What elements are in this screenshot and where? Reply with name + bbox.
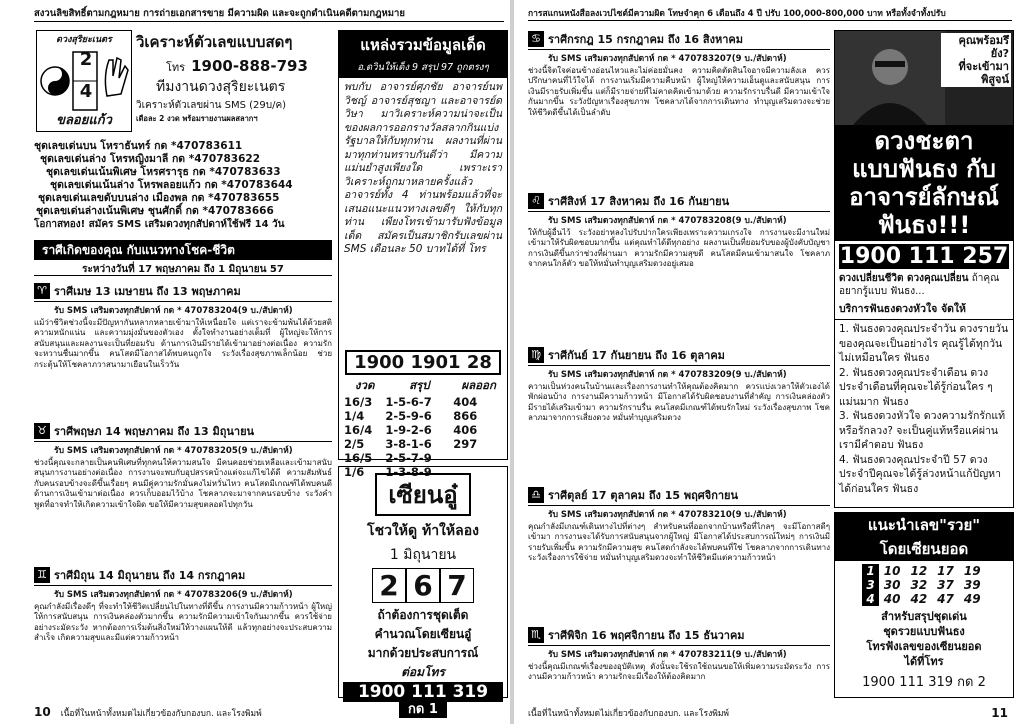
leo-icon: ♌ [528, 193, 544, 209]
table-cell: 16/4 [344, 423, 373, 437]
logo-number-top: 2 [79, 49, 93, 70]
table-cell: 39 [963, 578, 981, 592]
lucky-numbers-box [834, 512, 1014, 698]
sian-woo-ad [338, 466, 508, 717]
service-frequency: เดือละ 2 งวด พร้อมรายงานผลสลากฯ [136, 114, 258, 123]
service-phone[interactable]: 1900-888-793 [191, 57, 308, 75]
numbers-title-1: แนะนำเลข"รวย" [867, 516, 981, 534]
table-cell: 16/3 [344, 395, 373, 409]
sign-sms-code: รับ SMS เสริมดวงทุกสัปดาห์ กด * 470783211(9 บ./สัปดาห์) [548, 650, 787, 660]
table-cell: 47 [937, 592, 954, 606]
promo-items [835, 320, 1013, 498]
right-page [512, 0, 1024, 724]
sian-tagline: โชวให้ดู ท้าให้ลอง [367, 523, 479, 539]
digit-box: 2 [372, 568, 406, 603]
sign-title: ราศีตุลย์ 17 ตุลาคม ถึง 15 พฤศจิกายน [548, 489, 739, 502]
ad-phone[interactable]: 1900 1901 28 [345, 350, 501, 375]
service-team: ทีมงานดวงสุริยะเนตร [156, 79, 286, 95]
table-cell: 1-5-6-7 [385, 395, 432, 409]
sign-text: ให้กับผู้อื่นไว้ ระวังอย่าหลงไปรับปากใครเพียงเพราะความเกรงใจ การงานจะมีงานใหม่เข้ามาให้รับผิดชอบมากขึ้น แต่คุณทำได้ดีทุกอย่าง ผลงานเป็นที่ยอมรับของผู้บังคับบัญชา การเงินดีขึ้นกว่าช่วงที่ผ่านมา ความรักมีความสุขดี คนโสดมีคนเข้ามาสนใจ โชคลาภจากคนใกล้ตัว ขอให้หมั่นทำบุญเสริมดวงอยู่เสมอ [528, 228, 830, 269]
table-header: ผลออก [461, 378, 496, 392]
number-analysis-service [136, 30, 332, 132]
table-row [344, 451, 504, 465]
numbers-line-2: ชุดรวยแบบฟันธง [883, 625, 965, 638]
table-cell: 1-9-2-6 [385, 423, 432, 437]
sign-sms-code: รับ SMS เสริมดวงทุกสัปดาห์ กด * 470783210(9 บ./สัปดาห์) [548, 510, 787, 520]
table-row [344, 423, 504, 437]
table-cell [453, 451, 504, 465]
sian-line-3: มากด้วยประสบการณ์ [367, 646, 479, 660]
sms-promo: โอกาสทอง! สมัคร SMS เสริมดวงทุกสัปดาห์ใช้ฟรี 14 วัน [34, 219, 285, 230]
sign-title: ราศีกรกฎ 15 กรกฎาคม ถึง 16 สิงหาคม [548, 33, 743, 46]
sign-virgo [528, 346, 830, 478]
service-title: วิเคราะห์ตัวเลขแบบสดๆ [136, 33, 293, 51]
sign-cancer [528, 30, 830, 182]
footer-note: เนื้อที่ในหน้าทั้งหมดไม่เกี่ยวข้องกับกองบก. และโรงพิมพ์ [60, 709, 262, 719]
sign-text: ความเป็นห่วงคนในบ้านและเรื่องการงานทำให้คุณต้องคิดมาก ควรแบ่งเวลาให้ตัวเองได้พักผ่อนบ้าง การงานมีความก้าวหน้า มีโอกาสได้รับผิดชอบงานที่สำคัญ การเงินคล่องตัว มีรายได้เสริมเข้ามา ความรักราบรื่น คนโสดมีเกณฑ์ได้พบรักใหม่ ระวังเรื่องสุขภาพ โชคลาภมาจากการเสี่ยงดวง หมั่นทำบุญเสริมดวง [528, 382, 830, 423]
ad-subtitle: อ.ดวินให้เด็ง 9 สรุป 97 ถูกตรงๆ [339, 59, 507, 78]
promo-title-3: อาจารย์ลักษณ์ [849, 183, 999, 211]
sian-line-4: ต่อมโทร [401, 665, 445, 679]
ad-title: แหล่งรวมข้อมูลเด็ด [339, 31, 507, 59]
logo-bottom-text: ขลอยแก้ว [56, 113, 112, 128]
table-cell: 1-3-8-9 [385, 465, 432, 479]
numbers-line-1: สำหรับสรุปชุดเด่น [881, 610, 967, 623]
scan-warning-header: การสแกนหนังสือลงเวปไซต์มีความผิด โทษจำคุก 6 เดือนถึง 4 ปี ปรับ 100,000-800,000 บาท หรือทั้งจำทั้งปรับ [528, 6, 1012, 21]
table-cell: 4 [862, 592, 878, 606]
table-cell: 40 [883, 592, 901, 606]
table-cell: 17 [937, 564, 954, 578]
table-row [862, 564, 985, 578]
promo-lead [835, 272, 1013, 298]
sign-title: ราศีมิถุน 14 มิถุนายน ถึง 14 กรกฎาคม [54, 569, 246, 582]
promo-item-2: 2. ฟันธงดวงคุณประจำเดือน ดวงประจำเดือนที่คุณจะได้รู้ก่อนใคร ๆ แม่นมาก ฟันธง [839, 366, 993, 408]
sian-date: 1 มิถุนายน [389, 547, 457, 563]
service-phone-label: โทร [166, 61, 186, 74]
table-row [344, 395, 504, 409]
sign-text: ช่วงนี้คุณจะกลายเป็นคนพิเศษที่ทุกคนให้ความสนใจ มีคนคอยช่วยเหลือและเข้ามาสนับสนุนการงานอย่างต่อเนื่อง การงานจะพบกับอุปสรรคบ้างแต่จะแก้ไขได้ดี ความสัมพันธ์กับคนรอบข้างจะดีขึ้นเรื่อยๆ คนมีคู่ความรักมั่นคงไม่หวั่นไหว คนโสดมีเกณฑ์ได้พบคนดี ด้านการเงินเข้ามาต่อเนื่อง ควรเก็บออมไว้บ้าง โชคลาภจะมาจากคนรอบข้าง ระวังคำพูดที่อาจทำให้เกิดความเข้าใจผิด ขอให้มีความสุขตลอดไปทุกวัน [34, 458, 332, 509]
sms-code-1: ชุดเลขเด่นบน โหราธันทร์ กด *470783611 [34, 140, 243, 152]
promo-photo-area [835, 31, 1013, 125]
promo-item-1: 1. ฟันธงดวงคุณประจำวัน ดวงรายวันของคุณจะเป็นอย่างไร คุณรู้ได้ทุกวันไม่เหมือนใคร ฟันธง [839, 323, 1009, 364]
cancer-icon: ♋ [528, 31, 544, 47]
horoscope-period: ระหว่างวันที่ 17 พฤษภาคม ถึง 1 มิถุนายน 57 [34, 262, 332, 276]
table-header-row [344, 377, 504, 395]
horoscope-banner: ราศีเกิดของคุณ กับแนวทางโชค-ชีวิต [34, 240, 332, 260]
table-cell: 30 [883, 578, 901, 592]
sign-leo [528, 192, 830, 342]
sign-aries [34, 282, 332, 416]
sign-text: คุณกำลังมีเกณฑ์เดินทางไปที่ต่างๆ สำหรับคนที่ออกจากบ้านหรือที่ไกลๆ จะมีโอกาสดีๆ เข้ามา การงานจะได้รับการสนับสนุนจากผู้ใหญ่ มีโอกาสได้ประสบการณ์ใหม่ๆ การเงินมีรายรับเพิ่มขึ้น ความรักมีความสุข คนโสดกำลังจะได้พบคนที่ใช่ โชคลาภจากการเดินทาง ระวังเรื่องการใช้จ่าย หมั่นทำบุญเสริมดวงจะทำให้ชีวิตมีแต่ความก้าวหน้า [528, 522, 830, 563]
sign-sms-code: รับ SMS เสริมดวงทุกสัปดาห์ กด * 470783207(9 บ./สัปดาห์) [548, 54, 787, 64]
digit-box: 7 [440, 568, 474, 603]
sign-scorpio [528, 626, 830, 694]
sian-line-2: คำนวณโดยเซียนอู๋ [374, 627, 472, 641]
sian-phone[interactable]: 1900 111 319 [343, 682, 503, 702]
sign-text: แม้ว่าชีวิตช่วงนี้จะมีปัญหากันหลากหลายเข้ามาให้เหนื่อยใจ แต่เราจะข้ามพ้นได้ด้วยสติ ความหนักแน่น และความมุ่งมั่นของตัวเอง ตั้งใจทำงานอย่างเต็มที่ ผู้ใหญ่จะให้การสนับสนุนและผลงานจะเป็นที่ยอมรับ ด้านการเงินมีรายได้เข้ามาอย่างต่อเนื่อง ความรักจะหวานชื่นมากขึ้น คนโสดมีโอกาสได้พบคนถูกใจ ระวังเรื่องสุขภาพเล็กน้อย ช่วยกระตุ้นให้โชคลาภวาสนามาเยือนในเร็ววัน [34, 318, 332, 369]
table-row [344, 437, 504, 451]
sign-title: ราศีพฤษภ 14 พฤษภาคม ถึง 13 มิถุนายน [54, 425, 255, 438]
sign-title: ราศีสิงห์ 17 สิงหาคม ถึง 16 กันยายน [548, 195, 730, 208]
table-row [344, 409, 504, 423]
sian-line-1: ถ้าต้องการชุดเต็ด [377, 608, 469, 622]
libra-icon: ♎ [528, 487, 544, 503]
table-cell: 1/6 [344, 465, 365, 479]
promo-services-title: บริการฟันธงดวงหัวใจ จัดให้ [835, 298, 1013, 320]
promo-question-1: คุณพร้อมรึยัง? [958, 34, 1009, 60]
sign-text: คุณกำลังมีเรื่องดีๆ ที่จะทำให้ชีวิตเปลี่ยนไปในทางที่ดีขึ้น การงานมีความก้าวหน้า ผู้ใหญ่ให้การสนับสนุน การเงินคล่องตัวมากขึ้น ความรักมีความเข้าใจกันมากขึ้น ควรใช้จ่ายอย่างระมัดระวัง หากต้องการเริ่มต้นสิ่งใหม่ให้วางแผนให้ดี แล้วทุกอย่างจะประสบความสำเร็จ เกิดความสุขและมีแต่ความก้าวหน้า [34, 602, 332, 643]
astrologer-photo-icon [835, 31, 945, 125]
table-cell: 42 [910, 592, 928, 606]
table-row [862, 578, 985, 592]
service-sms-info: วิเคราะห์ตัวเลขผ่าน SMS (29บ/ค) [136, 100, 287, 111]
logo-top-text: ดวงสุริยะเนตร [56, 35, 112, 45]
sian-title: เซียนอู๋ [375, 473, 471, 516]
sms-code-6: ชุดเลขเด่นล่างเน้นพิเศษ ชุนศักดิ์ กด *470783666 [36, 205, 274, 217]
left-footer [34, 705, 262, 720]
page-number: 11 [991, 706, 1008, 720]
right-footer [528, 706, 1018, 720]
logo-number-bottom: 4 [79, 81, 93, 102]
numbers-phone[interactable]: 1900 111 319 กด 2 [862, 675, 986, 690]
numbers-title-2: โดยเซียนยอด [879, 540, 969, 558]
table-row [862, 592, 985, 606]
footer-note: เนื้อที่ในหน้าทั้งหมดไม่เกี่ยวข้องกับกองบก. และโรงพิมพ์ [528, 709, 730, 719]
gemini-icon: ♊ [34, 567, 50, 583]
numbers-grid [862, 564, 985, 606]
sian-digits [339, 568, 507, 603]
sign-sms-code: รับ SMS เสริมดวงทุกสัปดาห์ กด * 470783205(9 บ./สัปดาห์) [54, 446, 293, 456]
sign-sms-code: รับ SMS เสริมดวงทุกสัปดาห์ กด * 470783204(9 บ./สัปดาห์) [54, 306, 293, 316]
ad-text: พบกับ อาจารย์ศุภชัย อาจารย์นพวิชญ์ อาจารย์สุชญา และอาจารย์ดวิษา มาวิเคราะห์ความน่าจะเป็นของผลการออกรางวัลสลากกินแบ่งรัฐบาลให้กับทุกท่าน ผลงานที่ผ่านมาทุกท่านทราบกันดีว่า มีความแม่นยำสูงเพียงใด เพราะเราวิเคราะห์ถูกมาหลายครั้งแล้ว อาจารย์ทั้ง 4 ท่านพร้อมแล้วที่จะเสนอแนะแนวทางเลขดีๆ ให้กับทุกท่าน เพียงโทรเข้ามารับฟังข้อมูลเด็ด สมัครเป็นสมาชิกรับเลขผ่าน SMS เดือนละ 50 บาทได้ที่ โทร [344, 81, 502, 255]
sign-sms-code: รับ SMS เสริมดวงทุกสัปดาห์ กด * 470783208(9 บ./สัปดาห์) [548, 216, 787, 226]
page-number: 10 [34, 705, 51, 719]
digit-box: 6 [406, 568, 440, 603]
promo-title-1: ดวงชะตา [874, 127, 974, 155]
table-cell: 2/5 [344, 437, 365, 451]
table-header: งวด [354, 378, 375, 392]
results-table [344, 377, 504, 479]
virgo-icon: ♍ [528, 347, 544, 363]
table-cell: 3 [862, 578, 878, 592]
sign-gemini [34, 566, 332, 698]
sign-text: ช่วงนี้จิตใจค่อนข้างอ่อนไหวและไม่ค่อยมั่นคง ความคิดตัดสินใจอาจมีความลังเล ควรปรึกษาคนที่ไว้ใจได้ การงานเริ่มมีความคืบหน้า ผู้ใหญ่ให้ความเอ็นดูและสนับสนุน การเงินมีรายรับเพิ่มขึ้น แต่ก็มีรายจ่ายที่ไม่คาดคิดเข้ามาด้วย ความรักราบรื่นดี มีความเข้าใจกันมากขึ้น ระวังปัญหาเรื่องสุขภาพ โชคลาภได้จากการเดินทาง ทำบุญเสริมดวงจะช่วยให้ชีวิตดีขึ้นได้เป็นลำดับ [528, 66, 830, 117]
table-header: สรุป [409, 378, 430, 392]
promo-item-4: 4. ฟันธงดวงคุณประจำปี 57 ดวงประจำปีคุณจะได้รู้ล่วงหน้าแก้ปัญหาได้ก่อนใคร ฟันธง [839, 453, 1001, 495]
fortune-promo [834, 30, 1014, 508]
table-cell: 3-8-1-6 [385, 437, 432, 451]
numbers-line-3: โทรฟังเลขของเซียนยอด [866, 640, 982, 653]
table-cell: 1/4 [344, 409, 365, 423]
sign-title: ราศีกันย์ 17 กันยายน ถึง 16 ตุลาคม [548, 349, 725, 362]
logo [36, 30, 132, 132]
table-cell: 2-5-7-9 [385, 451, 432, 465]
sms-codes-list [34, 140, 334, 236]
promo-question [941, 33, 1011, 87]
sign-title: ราศีเมษ 13 เมษายน ถึง 13 พฤษภาคม [54, 285, 241, 298]
table-cell: 404 [453, 395, 478, 409]
table-cell: 37 [937, 578, 954, 592]
copyright-header: สงวนลิขสิทธิ์ตามกฎหมาย การถ่ายเอกสารขาย มีความผิด และจะถูกดำเนินคดีตามกฎหมาย [34, 6, 504, 22]
sign-taurus [34, 422, 332, 556]
table-cell: 2-5-9-6 [385, 409, 432, 423]
aries-icon: ♈ [34, 283, 50, 299]
numbers-line-4: ได้ที่โทร [904, 655, 944, 668]
promo-title-2: แบบฟันธง กับ [852, 155, 996, 183]
sms-code-2: ชุดเลขเด่นล่าง โหรหญิงมาลี กด *470783622 [40, 153, 261, 165]
taurus-icon: ♉ [34, 423, 50, 439]
table-cell: 866 [453, 409, 478, 423]
sign-title: ราศีพิจิก 16 พฤศจิกายน ถึง 15 ธันวาคม [548, 629, 745, 642]
promo-question-2: ที่จะเข้ามาพิสูจน์ [958, 60, 1009, 86]
sign-sms-code: รับ SMS เสริมดวงทุกสัปดาห์ กด * 470783209(9 บ./สัปดาห์) [548, 370, 787, 380]
table-cell: 10 [883, 564, 901, 578]
promo-phone[interactable]: 1900 111 257 [839, 244, 1009, 269]
sign-libra [528, 486, 830, 620]
table-cell: 1 [862, 564, 878, 578]
table-cell: 16/5 [344, 451, 373, 465]
sms-code-5: ชุดเลขเด่นเลขดับบนล่าง เมืองพล กด *470783655 [38, 192, 280, 204]
sms-code-3: ชุดเลขเด่นเน้นพิเศษ โหรศรารุธ กด *470783633 [46, 166, 281, 178]
lottery-info-ad [338, 30, 508, 479]
sign-text: ช่วงนี้คุณมีเกณฑ์เรื่องของอุบัติเหตุ ดังนั้นจะใช้รถใช้ถนนขอให้เพิ่มความระมัดระวัง การงานมีความก้าวหน้า ความรักจะมีเรื่องให้ต้องคิดมาก [528, 662, 830, 682]
table-cell: 297 [453, 437, 478, 451]
table-cell: 49 [963, 592, 981, 606]
promo-lead-bold: ดวงเปลี่ยนชีวิต ดวงคุณเปลี่ยน [839, 273, 969, 284]
sian-press-code: กด 1 [399, 702, 447, 718]
promo-title-4: ฟันธง!!! [877, 211, 971, 239]
sms-code-4: ชุดเลขเด่นเน้นล่าง โหรพลอยแก้ว กด *470783644 [50, 179, 293, 191]
table-cell: 19 [963, 564, 981, 578]
promo-item-3: 3. ฟันธงดวงหัวใจ ดวงความรักรักแท้หรือรักลวง? จะเป็นคู่แท้หรือแค่ผ่าน เรามีคำตอบ ฟันธง [839, 410, 1006, 451]
table-cell: 32 [910, 578, 928, 592]
numbers-header [835, 513, 1013, 561]
scorpio-icon: ♏ [528, 627, 544, 643]
promo-lead-text: ถ้าคุณอยากรู้แบบ ฟันธง... [839, 273, 1000, 297]
sign-sms-code: รับ SMS เสริมดวงทุกสัปดาห์ กด * 470783206(9 บ./สัปดาห์) [54, 590, 293, 600]
table-cell: 406 [453, 423, 478, 437]
promo-headline [835, 125, 1013, 241]
table-cell: 12 [910, 564, 928, 578]
